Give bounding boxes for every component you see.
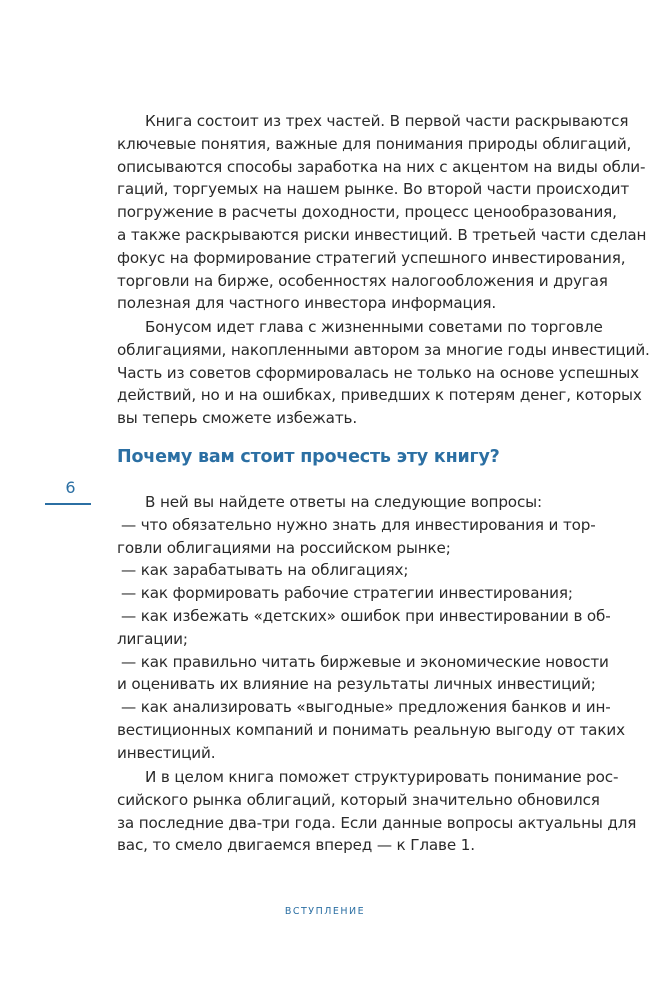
paragraph-line: гаций, торгуемых на нашем рынке. Во второй части происходит bbox=[117, 180, 630, 199]
list-item: — что обязательно нужно знать для инвестирования и тор- bbox=[121, 515, 596, 534]
paragraph-line: за последние два-три года. Если данные вопросы актуальны для bbox=[117, 813, 637, 832]
closing-paragraph bbox=[117, 766, 637, 857]
paragraph-line: а также раскрываются риски инвестиций. В третьей части сделан bbox=[117, 225, 647, 244]
intro-paragraph-1 bbox=[117, 110, 647, 315]
paragraph-line: ключевые понятия, важные для понимания природы облигаций, bbox=[117, 134, 632, 153]
paragraph-line: описываются способы заработка на них с акцентом на виды обли- bbox=[117, 157, 646, 176]
list-item: — как избежать «детских» ошибок при инвестировании в об- bbox=[121, 606, 611, 625]
list-item-continuation: и оценивать их влияние на результаты личных инвестиций; bbox=[117, 675, 596, 694]
paragraph-line: Книга состоит из трех частей. В первой части раскрываются bbox=[145, 112, 629, 130]
intro-paragraph-2 bbox=[117, 316, 650, 430]
list-item: — как анализировать «выгодные» предложения банков и ин- bbox=[121, 698, 611, 717]
section-heading: Почему вам стоит прочесть эту книгу? bbox=[117, 447, 500, 467]
paragraph-line: Часть из советов сформировалась не только на основе успешных bbox=[117, 363, 639, 382]
paragraph-line: полезная для частного инвестора информация. bbox=[117, 294, 497, 313]
list-item-continuation: инвестиций. bbox=[117, 743, 216, 762]
page-number-rule bbox=[45, 503, 91, 505]
list-item: — как правильно читать биржевые и экономические новости bbox=[121, 652, 609, 671]
paragraph-line: действий, но и на ошибках, приведших к потерям денег, которых bbox=[117, 386, 642, 405]
list-item-continuation: говли облигациями на российском рынке; bbox=[117, 538, 451, 557]
list-item: — как зарабатывать на облигациях; bbox=[121, 561, 409, 580]
paragraph-line: вас, то смело двигаемся вперед — к Главе 1. bbox=[117, 836, 475, 855]
paragraph-line: вы теперь сможете избежать. bbox=[117, 409, 358, 428]
list-item: — как формировать рабочие стратегии инвестирования; bbox=[121, 584, 573, 603]
paragraph-line: фокус на формирование стратегий успешного инвестирования, bbox=[117, 248, 626, 267]
paragraph-line: И в целом книга поможет структурировать понимание рос- bbox=[145, 768, 619, 786]
questions-list bbox=[117, 491, 625, 765]
paragraph-line: торговли на бирже, особенностях налогообложения и другая bbox=[117, 271, 608, 290]
list-intro: В ней вы найдете ответы на следующие вопросы: bbox=[145, 493, 542, 511]
paragraph-line: Бонусом идет глава с жизненными советами по торговле bbox=[145, 318, 603, 336]
running-footer: ВСТУПЛЕНИЕ bbox=[284, 906, 366, 917]
paragraph-line: погружение в расчеты доходности, процесс ценообразования, bbox=[117, 203, 617, 222]
page-number: 6 bbox=[65, 478, 76, 497]
paragraph-line: сийского рынка облигаций, который значительно обновился bbox=[117, 790, 600, 809]
list-item-continuation: лигации; bbox=[117, 629, 188, 648]
list-item-continuation: вестиционных компаний и понимать реальную выгоду от таких bbox=[117, 720, 625, 739]
paragraph-line: облигациями, накопленными автором за многие годы инвестиций. bbox=[117, 340, 650, 359]
